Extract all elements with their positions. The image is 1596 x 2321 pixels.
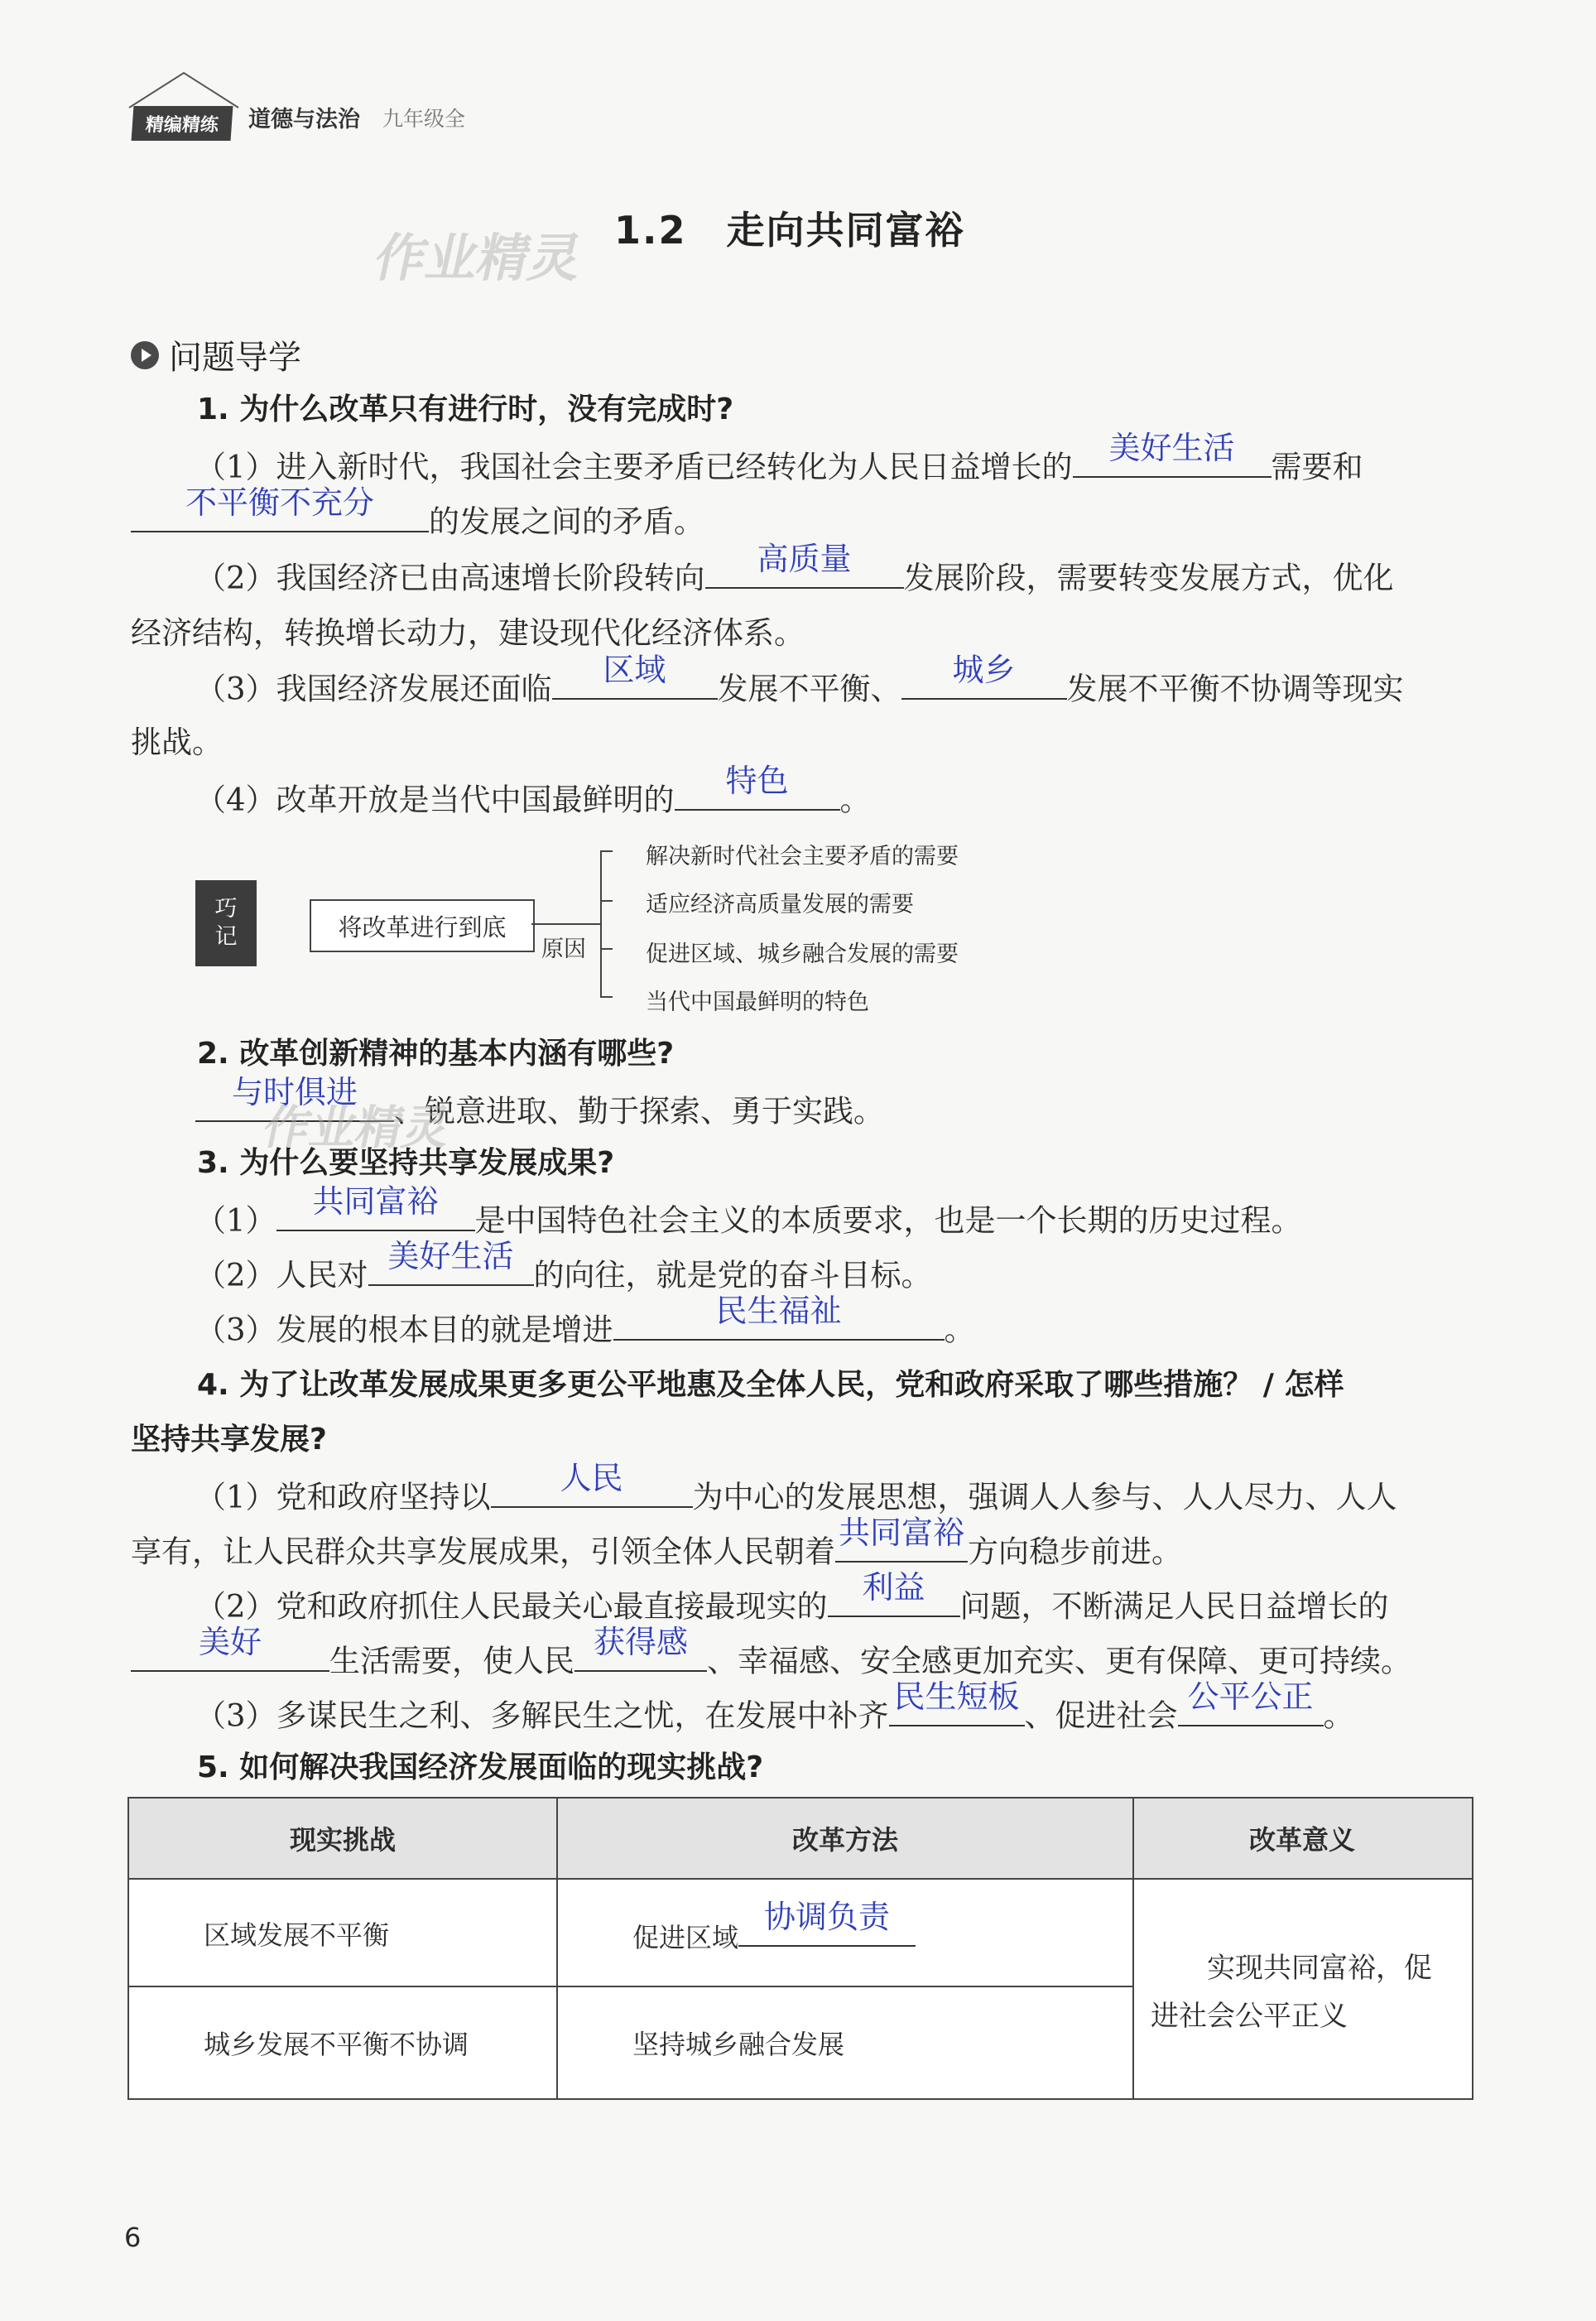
memory-item: 当代中国最鲜明的特色 (646, 990, 869, 1015)
handwritten-answer: 共同富裕 (838, 1514, 964, 1551)
answer-blank[interactable] (675, 762, 840, 811)
handwritten-answer: 共同富裕 (312, 1182, 439, 1220)
grade-label: 九年级全 (382, 107, 466, 131)
q4-line-3: （2）党和政府抓住人民最关心最直接最现实的 利益 问题，不断满足人民日益增长的 (195, 1580, 1389, 1626)
memory-reason: 原因 (541, 937, 586, 962)
table-header-cell: 改革方法 (791, 1824, 898, 1856)
q1-line-1: （1）进入新时代，我国社会主要矛盾已经转化为人民日益增长的 美好生活 需要和 (195, 441, 1363, 487)
memory-item: 促进区域、城乡融合发展的需要 (646, 941, 959, 967)
section-title: 问题导学 (169, 339, 301, 377)
memory-bracket (530, 836, 613, 1018)
q4-line-5: （3）多谋民生之利、多解民生之忧，在发展中补齐 民生短板 、促进社会 公平公正 。 (195, 1689, 1354, 1736)
answer-blank[interactable] (1073, 429, 1272, 478)
q3-line-2: （2）人民对 美好生活 的向往，就是党的奋斗目标。 (195, 1249, 932, 1295)
answer-blank[interactable] (1178, 1678, 1324, 1726)
answer-blank[interactable] (368, 1237, 534, 1286)
table-cell: 区域发展不平衡 (204, 1919, 390, 1951)
answer-blank[interactable] (276, 1182, 475, 1231)
q4-line-2: 享有，让人民群众共享发展成果，引领全体人民朝着 共同富裕 方向稳步前进。 (131, 1525, 1182, 1572)
table-divider (556, 1799, 558, 2098)
handwritten-answer: 高质量 (757, 540, 852, 577)
q1-line-5: （3）我国经济发展还面临 区域 发展不平衡、 城乡 发展不平衡不协调等现实 (195, 662, 1404, 709)
page-number: 6 (124, 2222, 142, 2253)
question-1: 1. 为什么改革只有进行时，没有完成时? (197, 392, 734, 426)
q1-line-3: （2）我国经济已由高速增长阶段转向 高质量 发展阶段，需要转变发展方式，优化 (195, 551, 1394, 598)
table-header-cell: 改革意义 (1248, 1824, 1355, 1856)
question-5: 5. 如何解决我国经济发展面临的现实挑战? (197, 1750, 764, 1784)
answer-blank[interactable] (889, 1678, 1025, 1726)
handwritten-answer: 区域 (603, 651, 666, 688)
answer-blank[interactable] (491, 1459, 693, 1508)
handwritten-answer: 公平公正 (1187, 1678, 1314, 1715)
table-cell: 坚持城乡融合发展 (632, 2029, 845, 2060)
q1-line-6: 挑战。 (131, 725, 223, 760)
handwritten-answer: 民生短板 (893, 1678, 1020, 1715)
q1-line-4: 经济结构，转换增长动力，建设现代化经济体系。 (131, 615, 805, 651)
handwritten-answer: 美好生活 (387, 1237, 514, 1274)
play-circle-icon (131, 341, 159, 369)
question-4-line-2: 坚持共享发展? (131, 1423, 327, 1457)
memory-box: 将改革进行到底 (310, 899, 535, 952)
q4-line-1: （1）党和政府坚持以 人民 为中心的发展思想，强调人人参与、人人尽力、人人 (195, 1471, 1397, 1517)
handwritten-answer: 美好生活 (1108, 429, 1235, 466)
question-2: 2. 改革创新精神的基本内涵有哪些? (197, 1037, 675, 1071)
answer-blank[interactable] (552, 651, 718, 700)
q1-line-7: （4）改革开放是当代中国最鲜明的 特色 。 (195, 773, 871, 820)
handwritten-answer: 协调负责 (764, 1898, 891, 1935)
handwritten-answer: 利益 (862, 1568, 925, 1606)
handwritten-answer: 民生福祉 (715, 1292, 842, 1329)
question-3: 3. 为什么要坚持共享发展成果? (197, 1146, 615, 1180)
watermark-title: 作业精灵 (369, 228, 588, 288)
answer-blank[interactable] (131, 1623, 329, 1672)
table-divider (1132, 1799, 1134, 2098)
handwritten-answer: 城乡 (952, 651, 1016, 688)
answer-blank[interactable] (131, 484, 429, 532)
answer-blank[interactable] (828, 1568, 960, 1617)
answer-blank[interactable] (835, 1514, 968, 1563)
table-cell: 城乡发展不平衡不协调 (204, 2029, 469, 2060)
challenge-table (127, 1797, 1473, 2100)
q1-line-2: 不平衡不充分 的发展之间的矛盾。 (131, 495, 704, 542)
answer-blank[interactable] (613, 1292, 945, 1341)
q2-line: 与时俱进 、锐意进取、勤于探索、勇于实践。 (195, 1085, 884, 1131)
question-4-line-1: 4. 为了让改革发展成果更多更公平地惠及全体人民，党和政府采取了哪些措施？ / 怎样 (197, 1368, 1344, 1402)
table-cell: 促进区域 协调负责 (632, 1914, 916, 1955)
handwritten-answer: 获得感 (593, 1623, 688, 1660)
subject-label: 道德与法治 (248, 107, 360, 132)
answer-blank[interactable] (705, 540, 904, 589)
q3-line-3: （3）发展的根本目的就是增进 民生福祉 。 (195, 1303, 975, 1350)
q3-line-1: （1） 共同富裕 是中国特色社会主义的本质要求，也是一个长期的历史过程。 (195, 1194, 1302, 1240)
handwritten-answer: 特色 (725, 762, 789, 799)
handwritten-answer: 不平衡不充分 (185, 484, 374, 521)
watermark-mid: 作业精灵 (258, 1101, 455, 1155)
handwritten-answer: 与时俱进 (231, 1073, 358, 1110)
handwritten-answer: 美好 (198, 1623, 262, 1660)
table-cell-significance: 实现共同富裕，促进社会公平正义 (1151, 1952, 1432, 2033)
brand-label: 精编精练 (132, 106, 233, 141)
page-title: 1.2 走向共同富裕 (614, 208, 965, 253)
section-header (131, 331, 301, 378)
q4-line-4: 美好 生活需要，使人民 获得感 、幸福感、安全感更加充实、更有保障、更可持续。 (131, 1635, 1411, 1681)
table-header-cell: 现实挑战 (289, 1824, 396, 1856)
answer-blank[interactable] (574, 1623, 707, 1672)
brand-logo (132, 98, 235, 142)
memory-item: 解决新时代社会主要矛盾的需要 (646, 844, 959, 869)
memory-item: 适应经济高质量发展的需要 (646, 892, 914, 917)
handwritten-answer: 人民 (560, 1459, 623, 1496)
table-divider (129, 1986, 1132, 1987)
answer-blank[interactable] (901, 651, 1067, 700)
memory-tag: 巧 记 (195, 880, 257, 966)
